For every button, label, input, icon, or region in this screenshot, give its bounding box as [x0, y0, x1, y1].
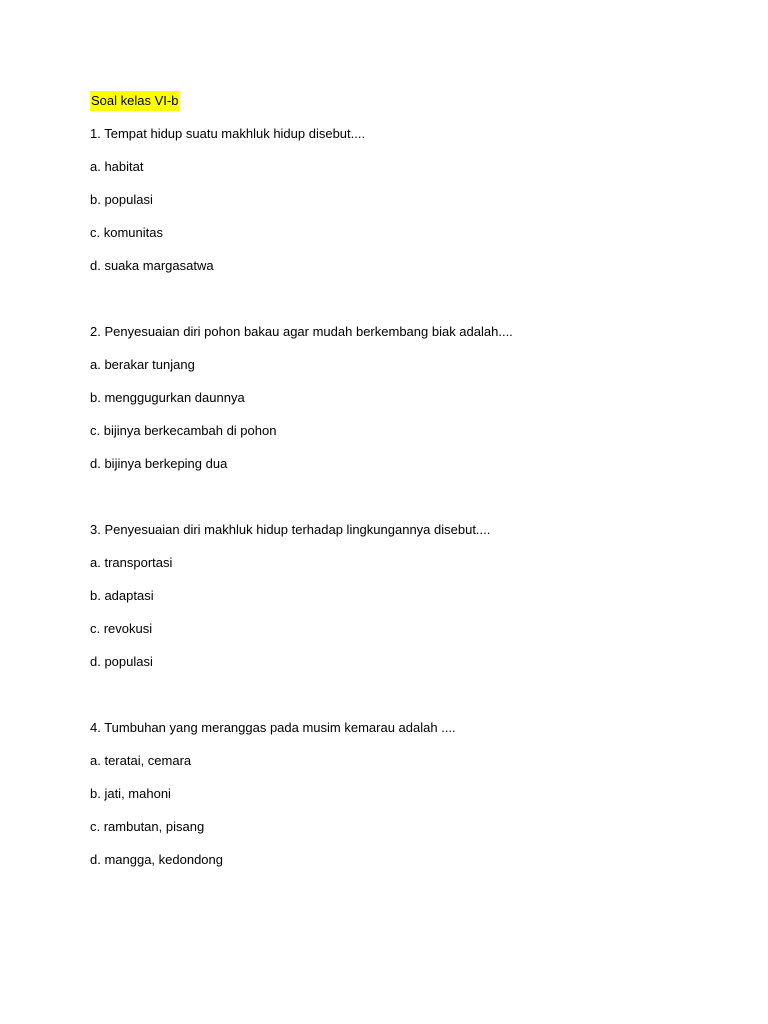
- question-2-option-c: c. bijinya berkecambah di pohon: [90, 423, 277, 438]
- question-2-option-d: d. bijinya berkeping dua: [90, 456, 228, 471]
- question-3-option-c: c. revokusi: [90, 621, 153, 636]
- question-3-option-a: a. transportasi: [90, 555, 173, 570]
- document-title: Soal kelas VI-b: [90, 91, 179, 111]
- question-2-text: 2. Penyesuaian diri pohon bakau agar mudah berkembang biak adalah....: [90, 324, 513, 339]
- question-1-option-b: b. populasi: [90, 192, 153, 207]
- question-3-option-d: d. populasi: [90, 654, 153, 669]
- question-4-option-c: c. rambutan, pisang: [90, 819, 205, 834]
- question-1-option-c: c. komunitas: [90, 225, 163, 240]
- question-4-option-d: d. mangga, kedondong: [90, 852, 223, 867]
- question-4-text: 4. Tumbuhan yang meranggas pada musim kemarau adalah ....: [90, 720, 456, 735]
- question-2-option-a: a. berakar tunjang: [90, 357, 195, 372]
- question-1-option-a: a. habitat: [90, 159, 144, 174]
- question-4-option-a: a. teratai, cemara: [90, 753, 192, 768]
- document-page: [90, 91, 710, 883]
- blank-paragraph: [90, 487, 710, 520]
- blank-paragraph: [90, 685, 710, 718]
- blank-paragraph: [90, 289, 710, 322]
- question-4-option-b: b. jati, mahoni: [90, 786, 171, 801]
- question-3-text: 3. Penyesuaian diri makhluk hidup terhadap lingkungannya disebut....: [90, 522, 491, 537]
- question-3-option-b: b. adaptasi: [90, 588, 154, 603]
- question-2-option-b: b. menggugurkan daunnya: [90, 390, 245, 405]
- question-1-text: 1. Tempat hidup suatu makhluk hidup disebut....: [90, 126, 366, 141]
- question-1-option-d: d. suaka margasatwa: [90, 258, 214, 273]
- document-title-line: [90, 91, 710, 111]
